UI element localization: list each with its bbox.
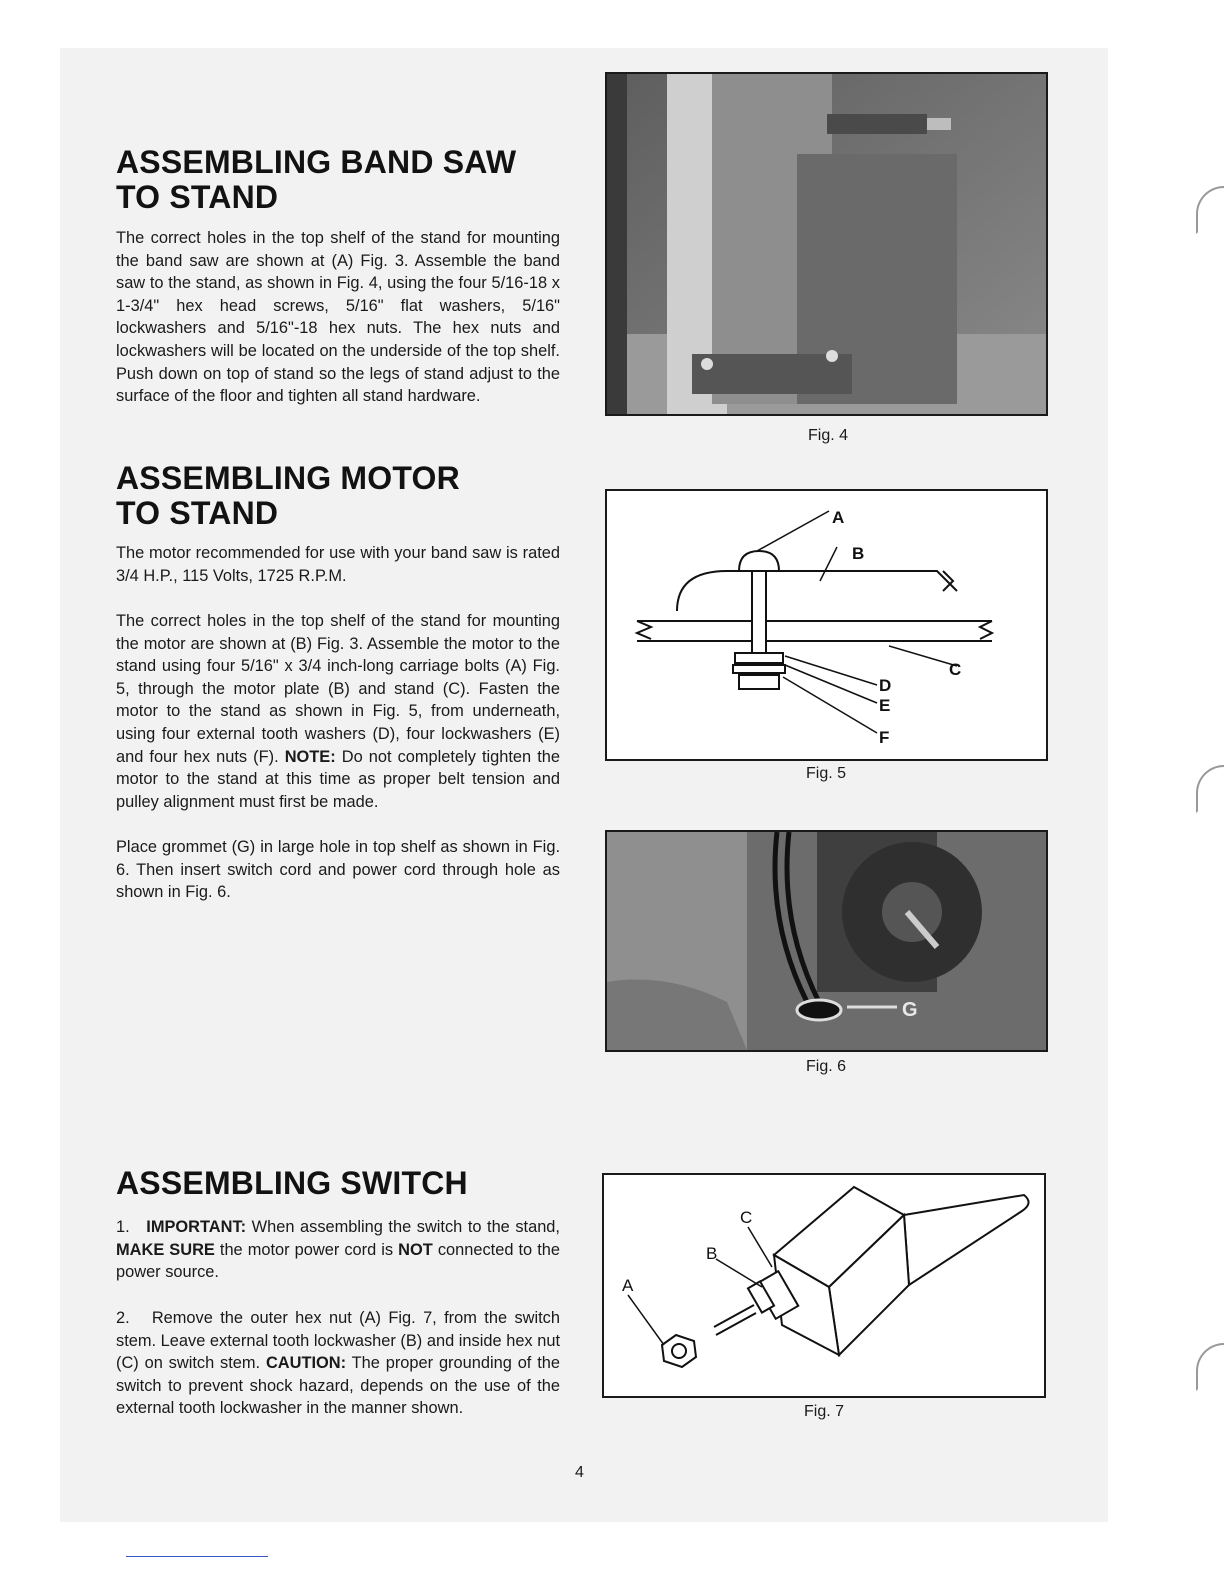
motor-paragraph-2	[116, 610, 560, 813]
motor-p2-text-a: The correct holes in the top shelf of the stand for mounting the motor are shown at (B) Fig. 3. Assemble the motor to the stand using four 5/16" x 3/4 inch-long carriage bolts (A) Fig. 5, through the motor plate (B) and stand (C). Fasten the motor to the stand as shown in Fig. 5, from underneath, using four external tooth washers (D), four lockwashers (E) and four hex nuts (F).	[116, 612, 560, 766]
step-1-text-a: When assembling the switch to the stand,	[251, 1218, 560, 1236]
fig4-photo	[605, 72, 1048, 416]
heading-switch: ASSEMBLING SWITCH	[116, 1165, 468, 1201]
fig4-band-saw-illustration	[607, 74, 1046, 414]
step-2-number: 2.	[116, 1309, 130, 1327]
fig7-label-b: B	[706, 1244, 718, 1263]
heading-motor-line2: TO STAND	[116, 495, 279, 531]
fig5-label-c: C	[949, 660, 962, 679]
step-1-text-c: connected to the power source.	[116, 1240, 560, 1282]
fig5-label-a: A	[832, 508, 845, 527]
heading-motor	[116, 461, 596, 531]
fig5-label-e: E	[879, 696, 891, 715]
heading-band-saw-line1: ASSEMBLING BAND SAW	[116, 144, 517, 180]
important-label: IMPORTANT:	[146, 1218, 247, 1236]
page-number: 4	[575, 1464, 584, 1481]
fig5-label-d: D	[879, 676, 892, 695]
band-saw-paragraph: The correct holes in the top shelf of the stand for mounting the band saw are shown at (A) Fig. 3. Assemble the band saw to the stand, as shown in Fig. 4, using the four 5/16-18 x 1-3/4" hex head screws, 5/16" flat washers, 5/16" lockwashers and 5/16"-18 hex nuts. The hex nuts and lockwashers will be located on the underside of the top shelf. Push down on top of stand so the legs of stand adjust to the surface of the floor and tighten all stand hardware.	[116, 229, 560, 406]
step-2-text-b: The proper grounding of the switch to prevent shock hazard, depends on the use of the external tooth lockwasher in the manner shown.	[116, 1354, 560, 1418]
fig6-photo	[605, 830, 1048, 1052]
motor-paragraph-1: The motor recommended for use with your band saw is rated 3/4 H.P., 115 Volts, 1725 R.P.M.	[116, 544, 560, 585]
fig5-bolt-illustration	[607, 491, 1046, 759]
heading-motor-line1: ASSEMBLING MOTOR	[116, 460, 460, 496]
note-label: NOTE:	[284, 747, 336, 766]
fig7-switch-illustration	[604, 1175, 1044, 1396]
fig6-label-g: G	[902, 999, 918, 1021]
step-2-text-a: Remove the outer hex nut (A) Fig. 7, from the switch stem. Leave external tooth lockwasher (B) and inside hex nut (C) on switch stem.	[116, 1309, 560, 1373]
underline-mark	[126, 1556, 268, 1557]
step-1-number: 1.	[116, 1218, 130, 1236]
fig7-label-a: A	[622, 1276, 634, 1295]
fig5-diagram	[605, 489, 1048, 761]
fig7-label-c: C	[740, 1208, 753, 1227]
make-sure-label: MAKE SURE	[116, 1240, 215, 1259]
heading-band-saw	[116, 145, 596, 215]
fig5-label-b: B	[852, 544, 865, 563]
motor-paragraph-3: Place grommet (G) in large hole in top shelf as shown in Fig. 6. Then insert switch cord and power cord through hole as shown in Fig. 6.	[116, 838, 560, 902]
fig5-caption: Fig. 5	[805, 765, 846, 782]
switch-step-1	[116, 1216, 560, 1284]
fig6-caption: Fig. 6	[805, 1058, 846, 1075]
binder-tab-3	[1196, 1343, 1224, 1391]
binder-tab-1	[1196, 186, 1224, 234]
fig7-diagram	[602, 1173, 1046, 1398]
fig4-caption: Fig. 4	[807, 427, 848, 444]
fig5-label-f: F	[879, 728, 890, 747]
caution-label: CAUTION:	[265, 1354, 347, 1373]
not-label: NOT	[398, 1240, 433, 1259]
fig6-motor-illustration	[607, 832, 1046, 1050]
binder-tab-2	[1196, 765, 1224, 813]
heading-band-saw-line2: TO STAND	[116, 179, 279, 215]
step-1-text-b: the motor power cord is	[219, 1240, 394, 1259]
motor-p2-text-b: Do not completely tighten the motor to the stand at this time as proper belt tension and pulley alignment must first be made.	[116, 747, 560, 811]
switch-step-2	[116, 1307, 560, 1420]
fig7-caption: Fig. 7	[803, 1403, 844, 1420]
